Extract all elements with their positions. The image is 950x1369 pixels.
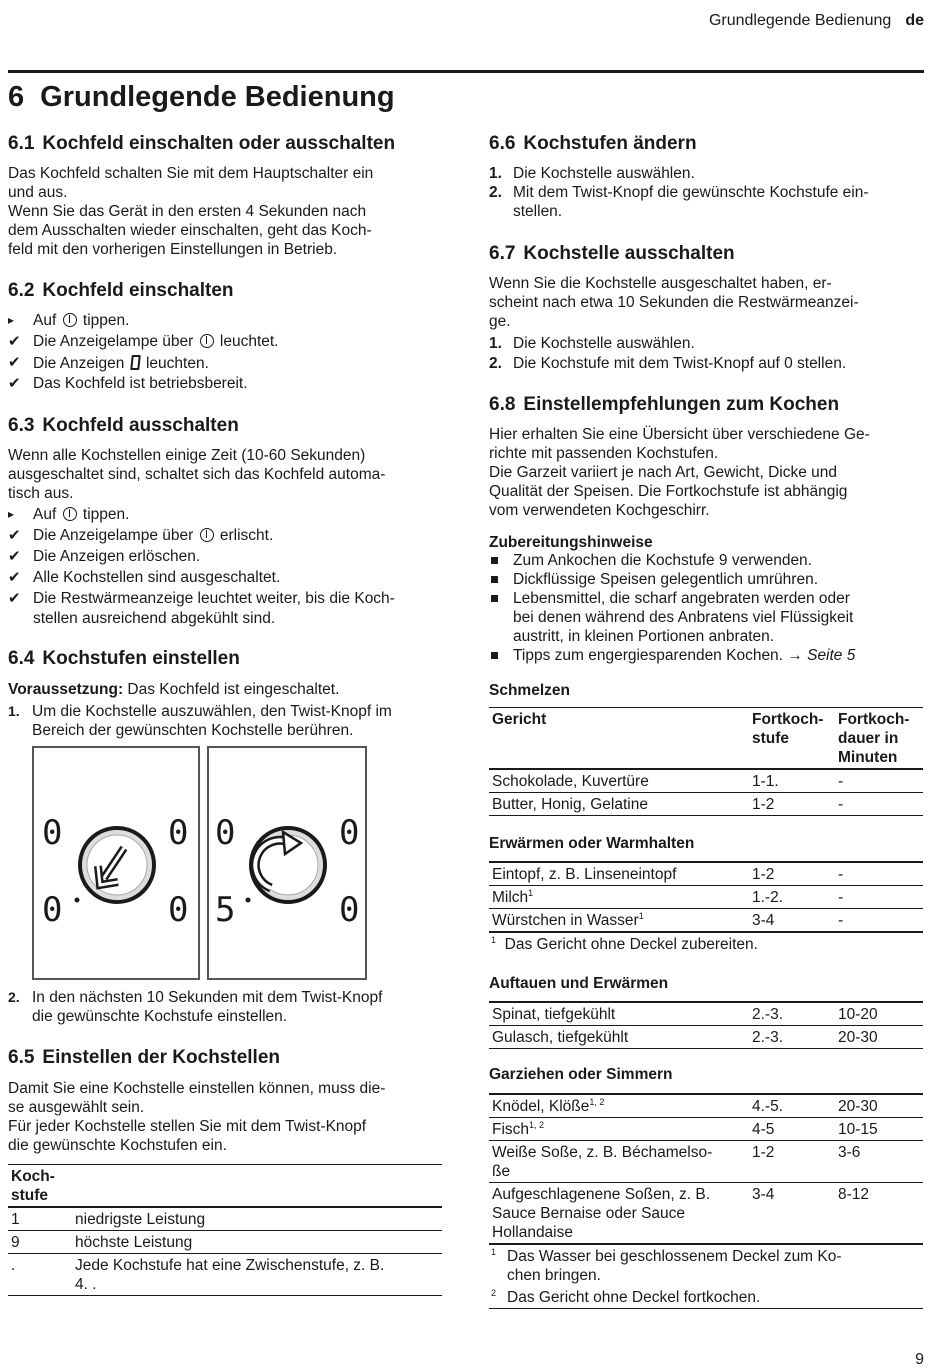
square-bullet-icon xyxy=(489,589,513,608)
category-erwaermen: Erwärmen oder Warmhalten xyxy=(489,835,695,852)
list-item: Lebensmittel, die scharf angebraten werden oder bei denen während des Anbratens viel Flüssigkeit austritt, in kleinen Portionen anbraten. xyxy=(489,589,923,646)
result-item: ✔ Die Anzeigelampe über erlischt. xyxy=(8,527,274,544)
paragraph-6-5: Damit Sie eine Kochstelle einstellen können, muss die- se ausgewählt sein. Für jeder Kochstelle stellen Sie mit dem Twist-Knopf die gewünschte Kochstufen ein. xyxy=(8,1080,386,1154)
result-item: ✔ Das Kochfeld ist betriebsbereit. xyxy=(8,375,248,392)
result-item: ✔ Die Anzeigen leuchten. xyxy=(8,354,209,372)
heading-6-4: 6.4 Kochstufen einstellen xyxy=(8,648,240,669)
table-row: Milch$^1$ 1.-2. - xyxy=(489,886,923,909)
square-bullet-icon xyxy=(489,551,513,570)
square-bullet-icon xyxy=(489,570,513,589)
chapter-heading: Grundlegende Bedienung xyxy=(40,81,395,113)
chapter-title xyxy=(8,80,395,114)
heading-6-2: 6.2 Kochfeld einschalten xyxy=(8,280,234,301)
chapter-number: 6 xyxy=(8,81,25,113)
heading-6-8: 6.8 Einstellempfehlungen zum Kochen xyxy=(489,394,840,415)
display-top-left: 0 xyxy=(215,813,236,853)
table-row: Knödel, Klöße$^{1, 2}$ 4.-5. 20-30 xyxy=(489,1094,923,1118)
table-header-row: Gericht Fortkoch- stufe Fortkoch- dauer in Minuten xyxy=(489,708,923,770)
cooking-table-erwaermen xyxy=(489,861,923,955)
paragraph-6-8: Hier erhalten Sie eine Übersicht über verschiedene Ge- richte mit passenden Kochstufen. Die Garzeit variiert je nach Art, Gewicht, Dicke und Qualität der Speisen. Die Fortkochstufe ist abhängig vom verwendeten Kochgeschirr. xyxy=(489,426,870,519)
table-row: Spinat, tiefgekühlt 2.-3. 10-20 xyxy=(489,1002,923,1026)
power-levels-table xyxy=(8,1164,442,1296)
category-schmelzen: Schmelzen xyxy=(489,682,570,699)
display-top-right: 0 xyxy=(168,813,189,853)
cooktop-adjust-illustration xyxy=(209,748,365,978)
check-icon: ✔ xyxy=(8,590,21,607)
display-bottom-right: 0 xyxy=(339,890,360,930)
tips-title: Zubereitungshinweise xyxy=(489,534,653,551)
table-row: Würstchen in Wasser$^1$ 3-4 - xyxy=(489,909,923,933)
header-rule xyxy=(8,70,924,73)
power-icon xyxy=(63,313,77,327)
step-2: 2. In den nächsten 10 Sekunden mit dem Twist-Knopf die gewünschte Kochstufe einstellen. xyxy=(8,989,383,1025)
header-language: de xyxy=(905,12,924,29)
table-row: . Jede Kochstufe hat eine Zwischenstufe, z. B. 4. . xyxy=(8,1254,442,1296)
result-item: ✔ Die Anzeigelampe über leuchtet. xyxy=(8,333,279,350)
display-bottom-right: 0 xyxy=(168,890,189,930)
cooking-table-auftauen xyxy=(489,1001,923,1049)
triangle-bullet-icon: ▸ xyxy=(8,507,15,521)
display-bottom-left: 0 xyxy=(42,890,63,930)
paragraph-6-7: Wenn Sie die Kochstelle ausgeschaltet haben, er- scheint nach etwa 10 Sekunden die Restwärmeanzei- ge. xyxy=(489,275,859,330)
check-icon: ✔ xyxy=(8,354,21,371)
table-row: Schokolade, Kuvertüre 1-1. - xyxy=(489,769,923,793)
check-icon: ✔ xyxy=(8,569,21,586)
paragraph-6-1: Das Kochfeld schalten Sie mit dem Hauptschalter ein und aus. Wenn Sie das Gerät in den ersten 4 Sekunden nach dem Ausschalten wieder einschalten, geht das Koch- feld mit den vorherigen Einstellungen in Betrieb. xyxy=(8,165,374,258)
table-header-row: Koch- stufe xyxy=(8,1165,442,1208)
table-row: Aufgeschlagenene Soßen, z. B. Sauce Bernaise oder Sauce Hollandaise 3-4 8-12 xyxy=(489,1183,923,1245)
check-icon: ✔ xyxy=(8,375,21,392)
heading-6-3: 6.3 Kochfeld ausschalten xyxy=(8,415,239,436)
paragraph-6-3: Wenn alle Kochstellen einige Zeit (10-60 Sekunden) ausgeschaltet sind, schaltet sich das Kochfeld automa- tisch aus. xyxy=(8,447,386,502)
precondition: Voraussetzung: Das Kochfeld ist eingeschaltet. xyxy=(8,681,340,698)
heading-6-5: 6.5 Einstellen der Kochstellen xyxy=(8,1047,280,1068)
tips-list xyxy=(489,551,923,665)
check-icon: ✔ xyxy=(8,333,21,350)
table-footnote: $^1$ Das Gericht ohne Deckel zubereiten. xyxy=(491,934,758,953)
heading-6-7: 6.7 Kochstelle ausschalten xyxy=(489,243,735,264)
step-1: 1. Um die Kochstelle auszuwählen, den Twist-Knopf im Bereich der gewünschten Kochstelle berühren. xyxy=(8,703,392,739)
table-footnote: $^1$ Das Wasser bei geschlossenem Deckel zum Ko- chen bringen. xyxy=(491,1246,842,1284)
table-row: 9 höchste Leistung xyxy=(8,1231,442,1254)
power-icon xyxy=(200,334,214,348)
cooktop-select-illustration xyxy=(34,748,198,978)
table-row: 1 niedrigste Leistung xyxy=(8,1207,442,1231)
result-item: ✔ Die Restwärmeanzeige leuchtet weiter, bis die Koch- xyxy=(8,590,395,607)
list-item: Tipps zum engergiesparenden Kochen. → Seite 5 xyxy=(489,646,923,665)
page-number: 9 xyxy=(915,1351,924,1368)
list-6-6: 1. Die Kochstelle auswählen. 2. Mit dem Twist-Knopf die gewünschte Kochstufe ein- stellen. xyxy=(489,165,869,220)
display-top-left: 0 xyxy=(42,813,63,853)
list-item: Dickflüssige Speisen gelegentlich umrühren. xyxy=(489,570,923,589)
cooking-table-garziehen xyxy=(489,1093,923,1309)
cooking-table-schmelzen xyxy=(489,707,923,816)
list-item: Zum Ankochen die Kochstufe 9 verwenden. xyxy=(489,551,923,570)
category-auftauen: Auftauen und Erwärmen xyxy=(489,975,669,992)
cooktop-diagram-adjust xyxy=(207,746,367,980)
table-row: Butter, Honig, Gelatine 1-2 - xyxy=(489,793,923,816)
power-icon xyxy=(200,528,214,542)
heading-6-6: 6.6 Kochstufen ändern xyxy=(489,133,697,154)
result-item: ✔ Die Anzeigen erlöschen. xyxy=(8,548,201,565)
list-6-3 xyxy=(8,504,442,628)
check-icon: ✔ xyxy=(8,548,21,565)
table-row: Fisch$^{1, 2}$ 4-5 10-15 xyxy=(489,1118,923,1141)
square-bullet-icon xyxy=(489,646,513,665)
action-step: ▸ Auf tippen. xyxy=(8,506,130,523)
table-footnote: $^2$ Das Gericht ohne Deckel fortkochen. xyxy=(489,1286,923,1309)
category-garziehen: Garziehen oder Simmern xyxy=(489,1066,673,1083)
heading-6-1: 6.1 Kochfeld einschalten oder ausschalten xyxy=(8,133,396,154)
list-6-7: 1. Die Kochstelle auswählen. 2. Die Kochstufe mit dem Twist-Knopf auf 0 stellen. xyxy=(489,335,847,372)
segment-zero-icon xyxy=(130,355,141,370)
display-top-right: 0 xyxy=(339,813,360,853)
header-section: Grundlegende Bedienung xyxy=(708,12,892,29)
check-icon: ✔ xyxy=(8,527,21,544)
result-item: ✔ Alle Kochstellen sind ausgeschaltet. xyxy=(8,569,281,586)
running-header xyxy=(709,11,924,30)
triangle-bullet-icon: ▸ xyxy=(8,313,15,327)
list-6-2 xyxy=(8,310,442,394)
page-reference-link[interactable]: → Seite 5 xyxy=(787,647,856,664)
power-icon xyxy=(63,507,77,521)
display-bottom-left: 5 xyxy=(215,890,236,930)
action-step: ▸ Auf tippen. xyxy=(8,312,130,329)
table-row: Weiße Soße, z. B. Béchamelso- ße 1-2 3-6 xyxy=(489,1141,923,1183)
result-item-continued: stellen ausreichend abgekühlt sind. xyxy=(33,610,276,627)
table-row: Eintopf, z. B. Linseneintopf 1-2 - xyxy=(489,862,923,886)
table-row: Gulasch, tiefgekühlt 2.-3. 20-30 xyxy=(489,1026,923,1049)
cooktop-diagram-select xyxy=(32,746,200,980)
